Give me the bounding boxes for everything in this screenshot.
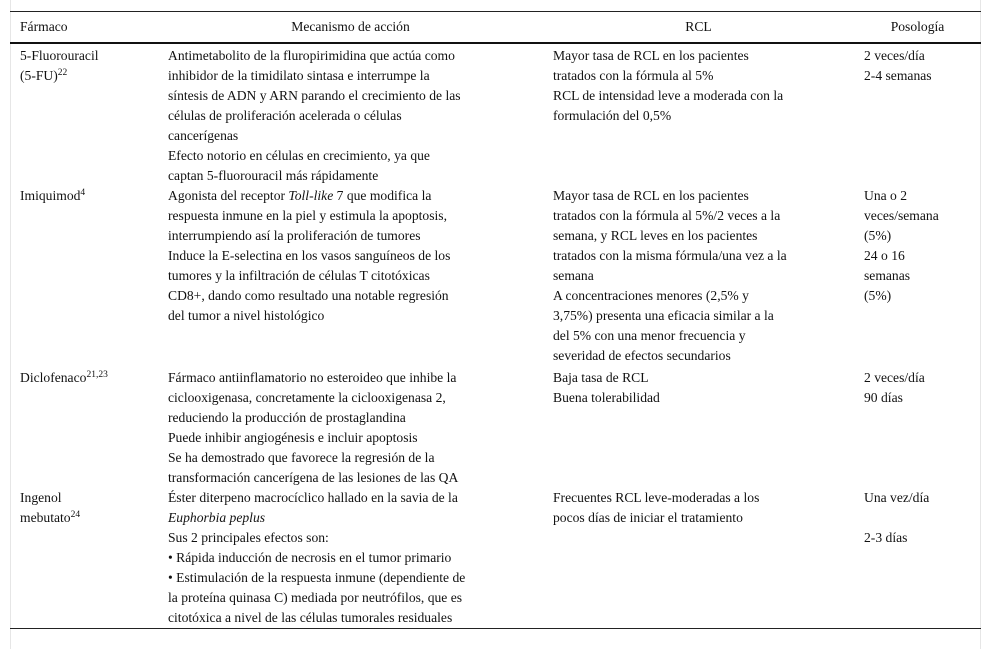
text-line: 90 días [864,390,903,405]
reference-superscript: 4 [80,188,86,198]
text-line: tratados con la misma fórmula/una vez a la [553,248,787,263]
text-line: Sus 2 principales efectos son: [168,530,329,545]
spacer [864,508,971,528]
reference-superscript: 22 [57,68,68,78]
table-row [10,186,981,366]
text-line: (5%) [864,288,892,303]
dosage-cell [854,366,981,488]
drug-name-line [20,186,148,206]
text-line: formulación del 0,5% [553,108,672,123]
text-line: Induce la E-selectina en los vasos sanguíneos de los [168,248,451,263]
text-line: Una vez/día [864,490,930,505]
text-line: CD8+, dando como resultado una notable regresión [168,288,449,303]
text-line: del 5% con una menor frecuencia y [553,328,746,343]
text-line: Mayor tasa de RCL en los pacientes [553,48,749,63]
text-line: Fármaco antiinflamatorio no esteroideo que inhibe la [168,370,457,385]
text-line: 3,75%) presenta una eficacia similar a la [553,308,774,323]
drug-name: Ingenol [20,490,62,505]
rcl-cell [543,186,854,366]
reference-superscript: 21,23 [86,370,108,380]
mechanism-cell [158,488,543,629]
text-line: tratados con la fórmula al 5% [553,68,714,83]
table-row [10,43,981,186]
text-line: (5%) [864,228,892,243]
drug-cell [10,43,158,186]
text-line: tratados con la fórmula al 5%/2 veces a la [553,208,781,223]
text-line: Puede inhibir angiogénesis e incluir apoptosis [168,430,418,445]
text-line: A concentraciones menores (2,5% y [553,288,749,303]
drug-name-line2 [20,508,148,528]
rcl-cell [543,366,854,488]
text-line: 24 o 16 [864,248,905,263]
text-line: captan 5-fluorouracil más rápidamente [168,168,379,183]
drug-name-line2 [20,66,148,86]
text-line: cancerígenas [168,128,239,143]
text-line: severidad de efectos secundarios [553,348,731,363]
text-line [168,186,533,206]
drug-name: Diclofenaco [20,370,87,385]
header-mechanism: Mecanismo de acción [158,12,543,44]
text-line: 2-3 días [864,530,908,545]
drug-cell [10,366,158,488]
table-row [10,488,981,629]
text-line: reduciendo la producción de prostaglandina [168,410,406,425]
text-line: semana [553,268,594,283]
mechanism-cell [158,366,543,488]
dosage-cell [854,488,981,629]
text-line: Se ha demostrado que favorece la regresión de la [168,450,435,465]
text-line: Una o 2 [864,188,908,203]
text-line: del tumor a nivel histológico [168,308,325,323]
text-fragment: 7 que modifica la [333,188,432,203]
text-line: Efecto notorio en células en crecimiento, ya que [168,148,430,163]
rcl-cell [543,488,854,629]
bullet-item: • Rápida inducción de necrosis en el tumor primario [168,550,452,565]
drug-name-line [20,368,148,388]
text-line: Baja tasa de RCL [553,370,649,385]
text-line: pocos días de iniciar el tratamiento [553,510,743,525]
drug-cell [10,488,158,629]
text-line: semana, y RCL leves en los pacientes [553,228,758,243]
text-line: la proteína quinasa C) mediada por neutrófilos, que es [168,590,463,605]
text-line: interrumpiendo así la proliferación de tumores [168,228,421,243]
drug-name: Imiquimod [20,188,81,203]
drug-abbrev: (5-FU) [20,68,58,83]
text-line: Éster diterpeno macrocíclico hallado en la savia de la [168,490,458,505]
table-row [10,366,981,488]
text-line: transformación cancerígena de las lesiones de las QA [168,470,459,485]
text-line: 2-4 semanas [864,68,932,83]
text-line: 2 veces/día [864,48,925,63]
text-line: tumores y la infiltración de células T citotóxicas [168,268,430,283]
dosage-cell [854,186,981,366]
text-line: 2 veces/día [864,370,925,385]
text-line: veces/semana [864,208,939,223]
drug-comparison-table [10,11,981,629]
mechanism-cell [158,43,543,186]
text-line: semanas [864,268,911,283]
text-line: inhibidor de la timidilato sintasa e interrumpe la [168,68,430,83]
text-line: Buena tolerabilidad [553,390,660,405]
text-line: RCL de intensidad leve a moderada con la [553,88,784,103]
table-header-row [10,12,981,44]
reference-superscript: 24 [70,510,81,520]
drug-name-cont: mebutato [20,510,71,525]
dosage-cell [854,43,981,186]
text-line: Frecuentes RCL leve-moderadas a los [553,490,760,505]
text-line: células de proliferación acelerada o células [168,108,402,123]
text-line: citotóxica a nivel de las células tumorales residuales [168,610,453,625]
text-line: respuesta inmune en la piel y estimula la apoptosis, [168,208,447,223]
drug-cell [10,186,158,366]
text-line: síntesis de ADN y ARN parando el crecimiento de las [168,88,461,103]
rcl-cell [543,43,854,186]
mechanism-cell [158,186,543,366]
text-line: Mayor tasa de RCL en los pacientes [553,188,749,203]
header-rcl: RCL [543,12,854,44]
header-drug: Fármaco [10,12,158,44]
bullet-item: • Estimulación de la respuesta inmune (dependiente de [168,570,466,585]
italic-term: Toll-like [288,188,334,203]
header-dosage: Posología [854,12,981,44]
text-fragment: Agonista del receptor [168,188,289,203]
text-line: ciclooxigenasa, concretamente la ciclooxigenasa 2, [168,390,446,405]
italic-species-name: Euphorbia peplus [168,510,266,525]
text-line: Antimetabolito de la fluropirimidina que actúa como [168,48,455,63]
drug-name: 5-Fluorouracil [20,48,99,63]
